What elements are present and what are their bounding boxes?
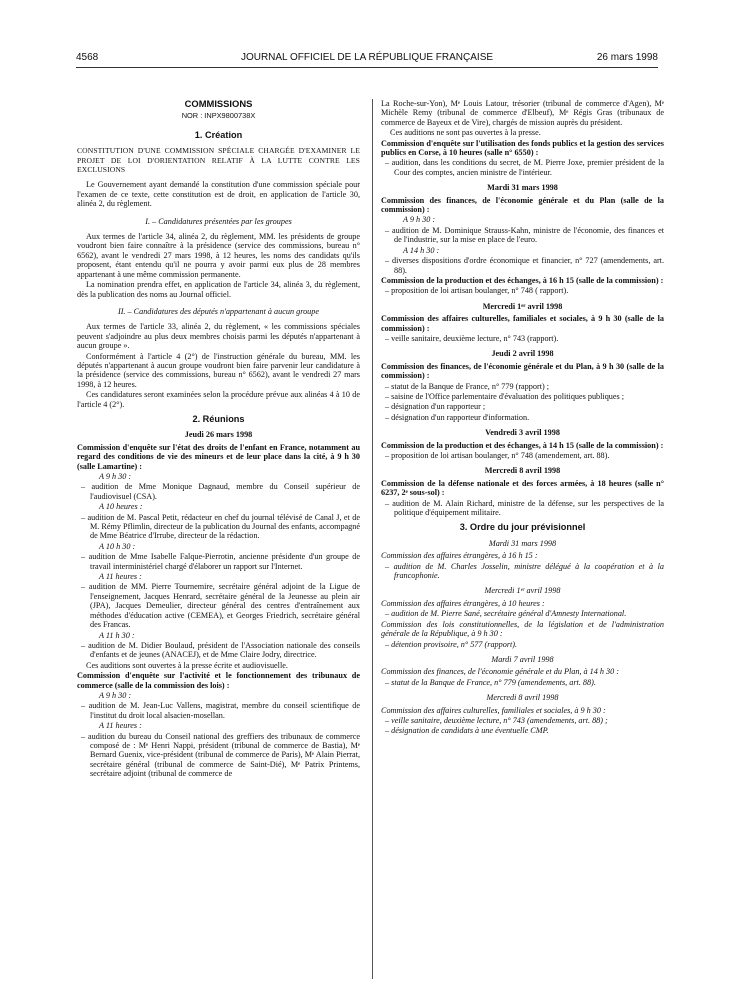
right-paragraph: Commission de la défense nationale et des forces armées, à 18 heures (salle n° 6237, 2ᵉ sous-sol) : [381, 478, 664, 498]
right-paragraph: – désignation de candidats à une éventuelle CMP. [385, 726, 549, 736]
right-paragraph: Ces auditions ne sont pas ouvertes à la presse. [390, 128, 541, 138]
column-divider [372, 99, 373, 979]
right-paragraph: – veille sanitaire, deuxième lecture, n° 743 (amendements, art. 88) ; [385, 715, 608, 725]
right-paragraph: Commission d'enquête sur l'utilisation des fonds publics et la gestion des services publics en Corse, à 10 heures (salle n° 6550) : [381, 138, 664, 158]
left-paragraph: A 11 heures : [99, 572, 142, 582]
right-column [381, 99, 664, 737]
left-paragraph: – audition de M. Jean-Luc Vallens, magistrat, membre du conseil scientifique de l'institut du droit local alsacien-mosellan. [81, 701, 360, 720]
right-paragraph: Commission des affaires étrangères, à 10 heures : [381, 598, 545, 608]
left-paragraph: I. – Candidatures présentées par les groupes [145, 216, 292, 226]
right-paragraph: Mercredi 8 avril 1998 [486, 693, 559, 703]
header-rule [76, 67, 658, 68]
left-paragraph: A 10 heures : [99, 502, 143, 512]
left-paragraph: NOR : INPX9800738X [181, 111, 256, 121]
left-paragraph: Aux termes de l'article 34, alinéa 2, du règlement, MM. les présidents de groupe voudront bien faire connaître à la présidence (service des commissions, bureau n° 6562), avant le vendredi 27 mars 1998, à 12 heures, les noms des candidats qu'ils proposent, étant entendu qu'il ne pourra y avoir parmi eux plus de 28 membres appartenant à une même commission permanente. [77, 232, 360, 279]
left-paragraph: Commission d'enquête sur l'activité et le fonctionnement des tribunaux de commerce (salle de la commission des lois) : [77, 671, 360, 690]
left-column [77, 99, 360, 780]
issue-date: 26 mars 1998 [596, 52, 658, 63]
left-paragraph: A 10 h 30 : [99, 541, 136, 551]
right-paragraph: – désignation d'un rapporteur d'information. [385, 412, 530, 422]
journal-title: JOURNAL OFFICIEL DE LA RÉPUBLIQUE FRANÇAISE [240, 52, 494, 63]
right-paragraph: Vendredi 3 avril 1998 [485, 428, 560, 438]
page-number: 4568 [76, 52, 99, 63]
right-paragraph: Jeudi 2 avril 1998 [491, 349, 554, 359]
left-paragraph: La nomination prendra effet, en application de l'article 34, alinéa 3, du règlement, dès la publication des noms au Journal officiel. [77, 280, 360, 299]
right-paragraph: – audition de M. Alain Richard, ministre de la défense, sur les perspectives de la politique d'équipement militaire. [385, 498, 664, 518]
right-paragraph: – audition, dans les conditions du secret, de M. Pierre Joxe, premier président de la Cour des comptes, ancien ministre de l'intérieur. [385, 158, 664, 177]
left-paragraph: Ces auditions sont ouvertes à la presse écrite et audiovisuelle. [86, 660, 288, 670]
left-paragraph: – audition de M. Pascal Petit, rédacteur en chef du journal télévisé de Canal J, et de M. Rémy Pflimlin, directeur de la publication du Journal des enfants, accompagné de Mme Béatrice d'Irrube, directeur de la rédaction. [81, 512, 360, 541]
left-paragraph: – audition du bureau du Conseil national des greffiers des tribunaux de commerce composé de : Mᵉ Henri Nappi, président (tribunal de commerce de Bastia), Mᵉ Bernard Guenix, vice-président (tribunal de commerce de Paris), Mᵉ Alain Pierrat, secrétaire général (tribunal de commerce de Saint-Dié), Mᵉ Patrix Printems, secrétaire adjoint (tribunal de commerce de [81, 731, 360, 779]
right-paragraph: – statut de la Banque de France, n° 779 (amendements, art. 88). [385, 677, 596, 687]
right-paragraph: Commission des finances, de l'économie générale et du Plan, à 14 h 30 : [381, 667, 620, 677]
left-paragraph: II. – Candidatures des députés n'appartenant à aucun groupe [117, 306, 320, 316]
right-paragraph: Mardi 31 mars 1998 [487, 183, 558, 193]
left-paragraph: 2. Réunions [192, 413, 245, 424]
left-paragraph: – audition de Mme Isabelle Falque-Pierrotin, ancienne présidente d'un groupe de travail interministériel chargé d'élaborer un rapport sur l'Internet. [81, 552, 360, 571]
right-paragraph: Commission des finances, de l'économie générale et du Plan, à 9 h 30 (salle de la commission) : [381, 361, 664, 381]
right-paragraph: Commission des finances, de l'économie générale et du Plan (salle de la commission) : [381, 195, 664, 215]
right-paragraph: A 14 h 30 : [403, 245, 440, 255]
right-paragraph: – audition de M. Dominique Strauss-Kahn, ministre de l'économie, des finances et de l'industrie, sur la mise en place de l'euro. [385, 225, 664, 245]
left-paragraph: Conformément à l'article 4 (2°) de l'instruction générale du bureau, MM. les députés n'appartenant à aucun groupe voudront bien faire parvenir leur candidature à la présidence (service des commissions, bureau n° 6562), avant le vendredi 27 mars 1998, à 12 heures. [77, 351, 360, 389]
right-paragraph: 3. Ordre du jour prévisionnel [459, 522, 586, 533]
left-paragraph: A 11 heures : [99, 721, 142, 731]
right-paragraph: Mardi 7 avril 1998 [491, 654, 554, 664]
left-paragraph: A 11 h 30 : [99, 630, 135, 640]
left-paragraph: COMMISSIONS [184, 98, 253, 109]
right-paragraph: Commission des lois constitutionnelles, de la législation et de l'administration générale de la République, à 9 h 30 : [381, 619, 664, 639]
left-paragraph: Aux termes de l'article 33, alinéa 2, du règlement, « les commissions spéciales peuvent s'adjoindre au plus deux membres choisis parmi les députés n'appartenant à aucun groupe ». [77, 322, 360, 351]
right-paragraph: Mardi 31 mars 1998 [488, 538, 557, 548]
right-paragraph: Mercredi 1ᵉʳ avril 1998 [482, 301, 563, 311]
right-paragraph: Commission des affaires étrangères, à 16 h 15 : [381, 551, 538, 561]
right-paragraph: – proposition de loi artisan boulanger, n° 748 ( rapport). [385, 286, 569, 296]
left-paragraph: Le Gouvernement ayant demandé la constitution d'une commission spéciale pour l'examen de ce texte, cette constitution est de droit, en application de l'article 30, alinéa 2, du règlement. [77, 180, 360, 209]
right-paragraph: – désignation d'un rapporteur ; [385, 402, 486, 412]
right-paragraph: A 9 h 30 : [403, 215, 436, 225]
left-paragraph: – audition de MM. Pierre Tournemire, secrétaire général adjoint de la Ligue de l'enseignement, Jacques Henrard, secrétaire général de la Jeunesse au plein air (JPA), Jacques Demeulier, directeur général des centres d'entraînement aux méthodes d'éducation active (CEMEA), et Georges Friedrich, secrétaire général des Francas. [81, 582, 360, 630]
left-paragraph: A 9 h 30 : [99, 472, 132, 481]
left-paragraph: Ces candidatures seront examinées selon la procédure prévue aux alinéas 4 à 10 de l'article 4 (2°). [77, 390, 360, 409]
left-paragraph: Commission d'enquête sur l'état des droits de l'enfant en France, notamment au regard des conditions de vie des mineurs et de leur place dans la cité, à 9 h 30 (salle Lamartine) : [77, 442, 360, 471]
right-paragraph: – veille sanitaire, deuxième lecture, n° 743 (rapport). [385, 333, 559, 343]
right-paragraph: – statut de la Banque de France, n° 779 (rapport) ; [385, 381, 550, 391]
right-paragraph: – détention provisoire, n° 577 (rapport). [385, 639, 518, 649]
left-paragraph: A 9 h 30 : [99, 690, 132, 700]
right-paragraph: Commission des affaires culturelles, familiales et sociales, à 9 h 30 (salle de la commission) : [381, 314, 664, 333]
left-paragraph: – audition de Mme Monique Dagnaud, membre du Conseil supérieur de l'audiovisuel (CSA). [81, 482, 360, 501]
right-paragraph: Mercredi 1ᵉʳ avril 1998 [484, 586, 561, 596]
right-paragraph: Commission de la production et des échanges, à 14 h 15 (salle de la commission) : [381, 440, 664, 450]
left-paragraph: – audition de M. Didier Boulaud, président de l'Association nationale des conseils d'enfants et de jeunes (ANACEJ), et de Mme Claire Jodry, directrice. [81, 640, 360, 660]
right-paragraph: La Roche-sur-Yon), Mᵉ Louis Latour, trésorier (tribunal de commerce d'Agen), Mᵉ Michèle Remy (tribunal de commerce d'Elbeuf), Mᵉ Régis Gras (tribunaux de commerce de Bayeux et de Vire), chargés de mission auprès du président. [381, 99, 664, 127]
right-paragraph: – saisine de l'Office parlementaire d'évaluation des politiques publiques ; [385, 391, 625, 401]
right-paragraph: – diverses dispositions d'ordre économique et financier, n° 727 (amendements, art. 88). [385, 256, 664, 275]
left-paragraph: Jeudi 26 mars 1998 [184, 430, 253, 440]
right-paragraph: – proposition de loi artisan boulanger, n° 748 (amendement, art. 88). [385, 451, 610, 460]
right-paragraph: Commission de la production et des échanges, à 16 h 15 (salle de la commission) : [381, 275, 664, 285]
right-paragraph: – audition de M. Charles Josselin, ministre délégué à la coopération et à la francophonie. [385, 561, 664, 581]
page-header [76, 52, 658, 66]
right-paragraph: Commission des affaires culturelles, familiales et sociales, à 9 h 30 : [381, 705, 606, 715]
left-paragraph: CONSTITUTION D'UNE COMMISSION SPÉCIALE CHARGÉE D'EXAMINER LE PROJET DE LOI D'ORIENTATION RELATIF À LA LUTTE CONTRE LES EXCLUSIONS [77, 146, 360, 175]
right-paragraph: Mercredi 8 avril 1998 [484, 466, 561, 476]
left-paragraph [77, 175, 360, 179]
right-paragraph: – audition de M. Pierre Sané, secrétaire général d'Amnesty International. [385, 609, 627, 619]
left-paragraph: 1. Création [194, 129, 243, 140]
